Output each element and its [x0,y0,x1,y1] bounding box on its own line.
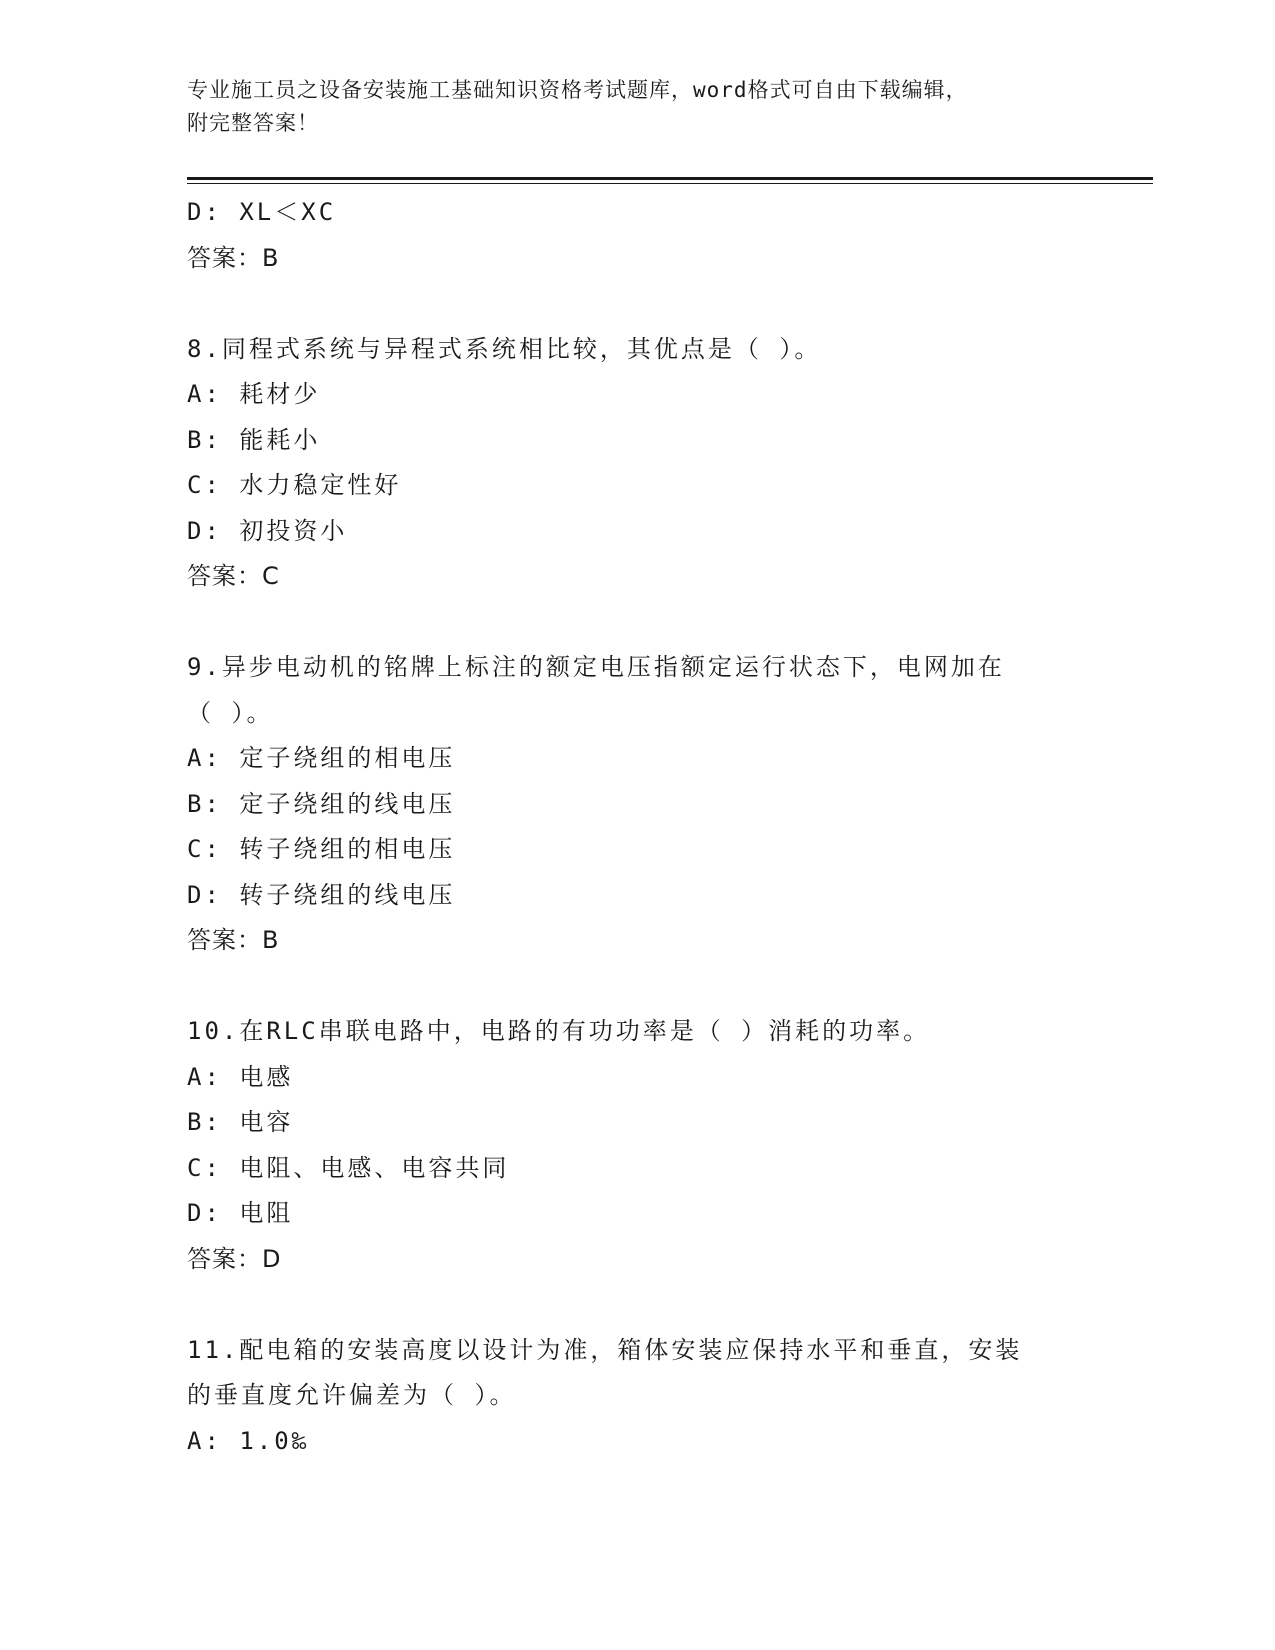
question-9-answer: 答案：B [187,926,280,954]
question-9-text-line-2: （ ）。 [187,698,274,727]
spacer [187,1282,1087,1328]
question-10-text: 10.在RLC串联电路中，电路的有功功率是（ ）消耗的功率。 [187,1017,931,1045]
question-10-answer: 答案：D [187,1244,282,1273]
question-9-option-a: A: 定子绕组的相电压 [187,744,456,772]
document-header [187,74,1087,140]
header-title-line-1: 专业施工员之设备安装施工基础知识资格考试题库，word格式可自由下载编辑， [187,78,968,102]
question-10-option-d: D: 电阻 [187,1199,294,1227]
question-11-text-line-2: 的垂直度允许偏差为（ ）。 [187,1381,517,1409]
spacer [187,964,1087,1010]
question-7-option-d: D: XL＜XC [187,198,337,226]
question-8-option-c: C: 水力稳定性好 [187,471,402,499]
spacer [187,281,1087,327]
question-9-text-line-1: 9.异步电动机的铭牌上标注的额定电压指额定运行状态下，电网加在 [187,653,1005,681]
question-list [187,190,1087,1464]
question-8-option-a: A: 耗材少 [187,380,321,408]
question-9-option-d: D: 转子绕组的线电压 [187,880,456,909]
header-divider-thick [187,177,1153,180]
question-11-option-a: A: 1.0‰ [187,1426,310,1455]
question-8-text: 8.同程式系统与异程式系统相比较，其优点是（ ）。 [187,334,822,363]
header-title-line-2: 附完整答案！ [187,111,319,135]
question-11-text-line-1: 11.配电箱的安装高度以设计为准，箱体安装应保持水平和垂直，安装 [187,1335,1023,1364]
question-7-answer: 答案：B [187,243,280,272]
question-8-option-b: B: 能耗小 [187,425,321,454]
question-9-option-c: C: 转子绕组的相电压 [187,835,456,863]
question-10-option-c: C: 电阻、电感、电容共同 [187,1153,510,1182]
question-10-option-b: B: 电容 [187,1108,294,1136]
question-9-option-b: B: 定子绕组的线电压 [187,789,456,818]
question-10-option-a: A: 电感 [187,1062,294,1091]
question-8-answer: 答案：C [187,562,280,590]
header-divider-thin [187,183,1153,184]
spacer [187,600,1087,646]
question-8-option-d: D: 初投资小 [187,516,348,545]
